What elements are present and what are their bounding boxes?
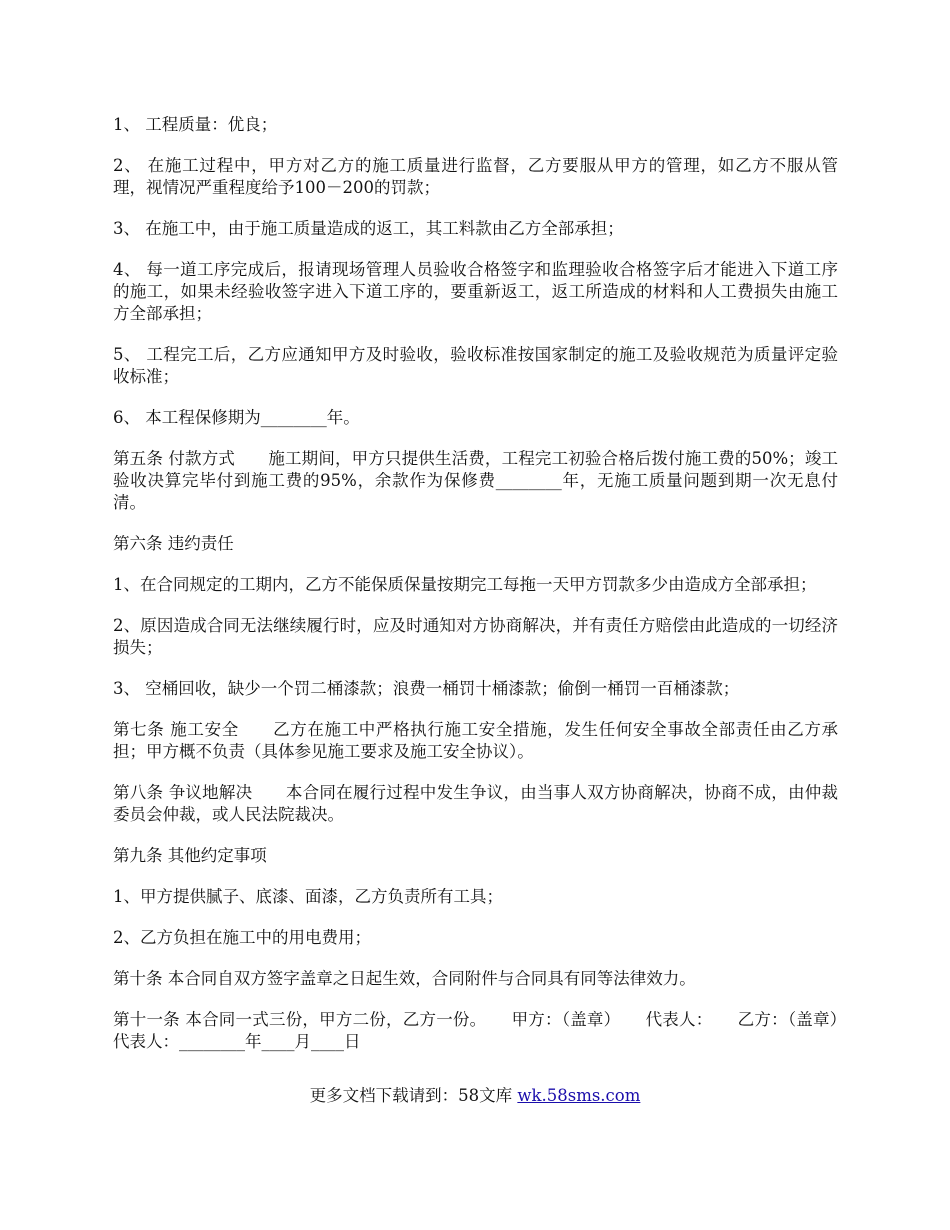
clause-acceptance: 5、 工程完工后，乙方应通知甲方及时验收，验收标准按国家制定的施工及验收规范为质量评定验收标准； bbox=[113, 345, 838, 386]
clause-breach: 2、原因造成合同无法继续履行时，应及时通知对方协商解决，并有责任方赔偿由此造成的一切经济损失； bbox=[113, 616, 838, 657]
clause-delay-penalty: 1、在合同规定的工期内，乙方不能保质保量按期完工每拖一天甲方罚款多少由造成方全部承担； bbox=[113, 575, 817, 594]
article-6-heading: 第六条 违约责任 bbox=[113, 534, 234, 553]
article-7-safety: 第七条 施工安全 乙方在施工中严格执行施工安全措施，发生任何安全事故全部责任由乙方承担；甲方概不负责（具体参见施工要求及施工安全协议）。 bbox=[113, 720, 838, 761]
clause-materials: 1、甲方提供腻子、底漆、面漆，乙方负责所有工具； bbox=[113, 887, 503, 906]
article-10-effect: 第十条 本合同自双方签字盖章之日起生效，合同附件与合同具有同等法律效力。 bbox=[113, 969, 696, 988]
article-9-heading: 第九条 其他约定事项 bbox=[113, 846, 267, 865]
clause-inspection: 4、 每一道工序完成后，报请现场管理人员验收合格签字和监理验收合格签字后才能进入下道工序的施工，如果未经验收签字进入下道工序的，要重新返工，返工所造成的材料和人工费损失由施工方全部承担； bbox=[113, 260, 838, 323]
footer bbox=[0, 1085, 950, 1107]
footer-text: 更多文档下载请到：58文库 bbox=[309, 1086, 518, 1105]
document-body bbox=[113, 114, 871, 1072]
footer-link[interactable]: wk.58sms.com bbox=[517, 1086, 641, 1105]
clause-electricity: 2、乙方负担在施工中的用电费用； bbox=[113, 928, 371, 947]
clause-rework: 3、 在施工中，由于施工质量造成的返工，其工料款由乙方全部承担； bbox=[113, 219, 624, 238]
clause-quality: 1、 工程质量：优良； bbox=[113, 115, 278, 134]
clause-warranty: 6、 本工程保修期为________年。 bbox=[113, 408, 360, 427]
article-8-dispute: 第八条 争议地解决 本合同在履行过程中发生争议，由当事人双方协商解决，协商不成，由仲裁委员会仲裁，或人民法院裁决。 bbox=[113, 783, 838, 824]
clause-supervision: 2、 在施工过程中，甲方对乙方的施工质量进行监督，乙方要服从甲方的管理，如乙方不服从管理，视情况严重程度给予100－200的罚款； bbox=[113, 156, 838, 197]
clause-bucket-return: 3、 空桶回收，缺少一个罚二桶漆款；浪费一桶罚十桶漆款；偷倒一桶罚一百桶漆款； bbox=[113, 679, 740, 698]
article-5-payment: 第五条 付款方式 施工期间，甲方只提供生活费，工程完工初验合格后拨付施工费的50%；竣工验收决算完毕付到施工费的95%，余款作为保修费________年，无施工质量问题到期一次无息付清。 bbox=[113, 449, 838, 512]
article-11-signatures: 第十一条 本合同一式三份，甲方二份，乙方一份。 甲方：（盖章） 代表人： 乙方：（盖章） 代表人：________年____月____日 bbox=[113, 1010, 871, 1051]
